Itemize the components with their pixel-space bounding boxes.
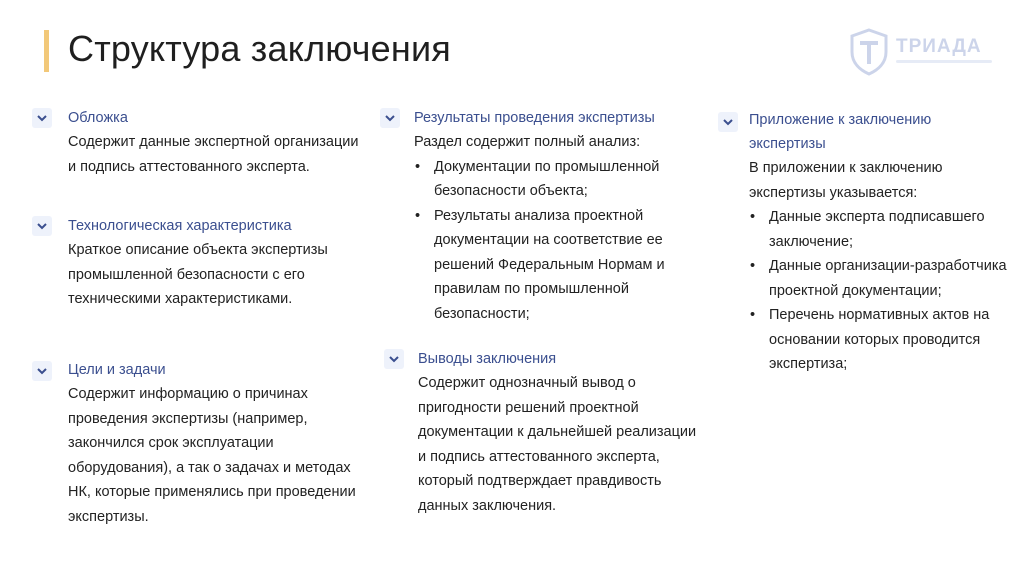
section-title: Результаты проведения экспертизы [414,110,655,126]
section-results [414,106,704,326]
section-body: Содержит информацию о причинах проведения экспертизы (например, закончился срок эксплуатации оборудования), а так о задачах и методах НК, которые применялись при проведении экспертизы. [68,386,356,525]
section-body: Раздел содержит полный анализ: [414,134,641,150]
chevron-down-icon[interactable] [32,216,52,236]
list-item: • Результаты анализа проектной документации на соответствие ее решений Федеральным Нормам и правилам по промышленной безопасности; [414,204,704,327]
chevron-down-icon[interactable] [32,361,52,381]
shield-logo-icon [848,28,890,76]
section-goals [68,358,358,529]
chevron-down-icon[interactable] [380,108,400,128]
page-title: Структура заключения [68,28,451,69]
section-tech [68,214,358,312]
section-title: Выводы заключения [418,351,557,367]
logo-underline [896,60,992,63]
chevron-down-icon[interactable] [718,112,738,132]
section-title: Приложение к заключению экспертизы [749,112,932,152]
list-item: • Документации по промышленной безопасности объекта; [414,155,704,204]
title-accent-bar [44,30,49,72]
section-cover [68,106,368,179]
list-item: • Данные эксперта подписавшего заключение; [749,205,1011,254]
chevron-down-icon[interactable] [32,108,52,128]
bullet-list [749,205,1011,377]
chevron-down-icon[interactable] [384,349,404,369]
list-item: • Перечень нормативных актов на основании которых проводится экспертиза; [749,303,1011,377]
section-conclusions [418,347,698,518]
bullet-list [414,155,704,327]
section-body: Содержит однозначный вывод о пригодности решений проектной документации к дальнейшей реализации и подпись аттестованного эксперта, который подтверждает правдивость данных заключения. [418,375,697,514]
section-body: Краткое описание объекта экспертизы промышленной безопасности с его техническими характеристиками. [68,242,328,307]
section-body: В приложении к заключению экспертизы указывается: [749,160,943,201]
section-title: Технологическая характеристика [68,218,292,234]
section-title: Цели и задачи [68,362,166,378]
list-item: • Данные организации-разработчика проектной документации; [749,254,1011,303]
section-appendix [749,108,1011,377]
logo-text: ТРИАДА [896,36,982,57]
company-logo [848,26,998,78]
section-body: Содержит данные экспертной организации и подпись аттестованного эксперта. [68,134,359,175]
section-title: Обложка [68,110,128,126]
